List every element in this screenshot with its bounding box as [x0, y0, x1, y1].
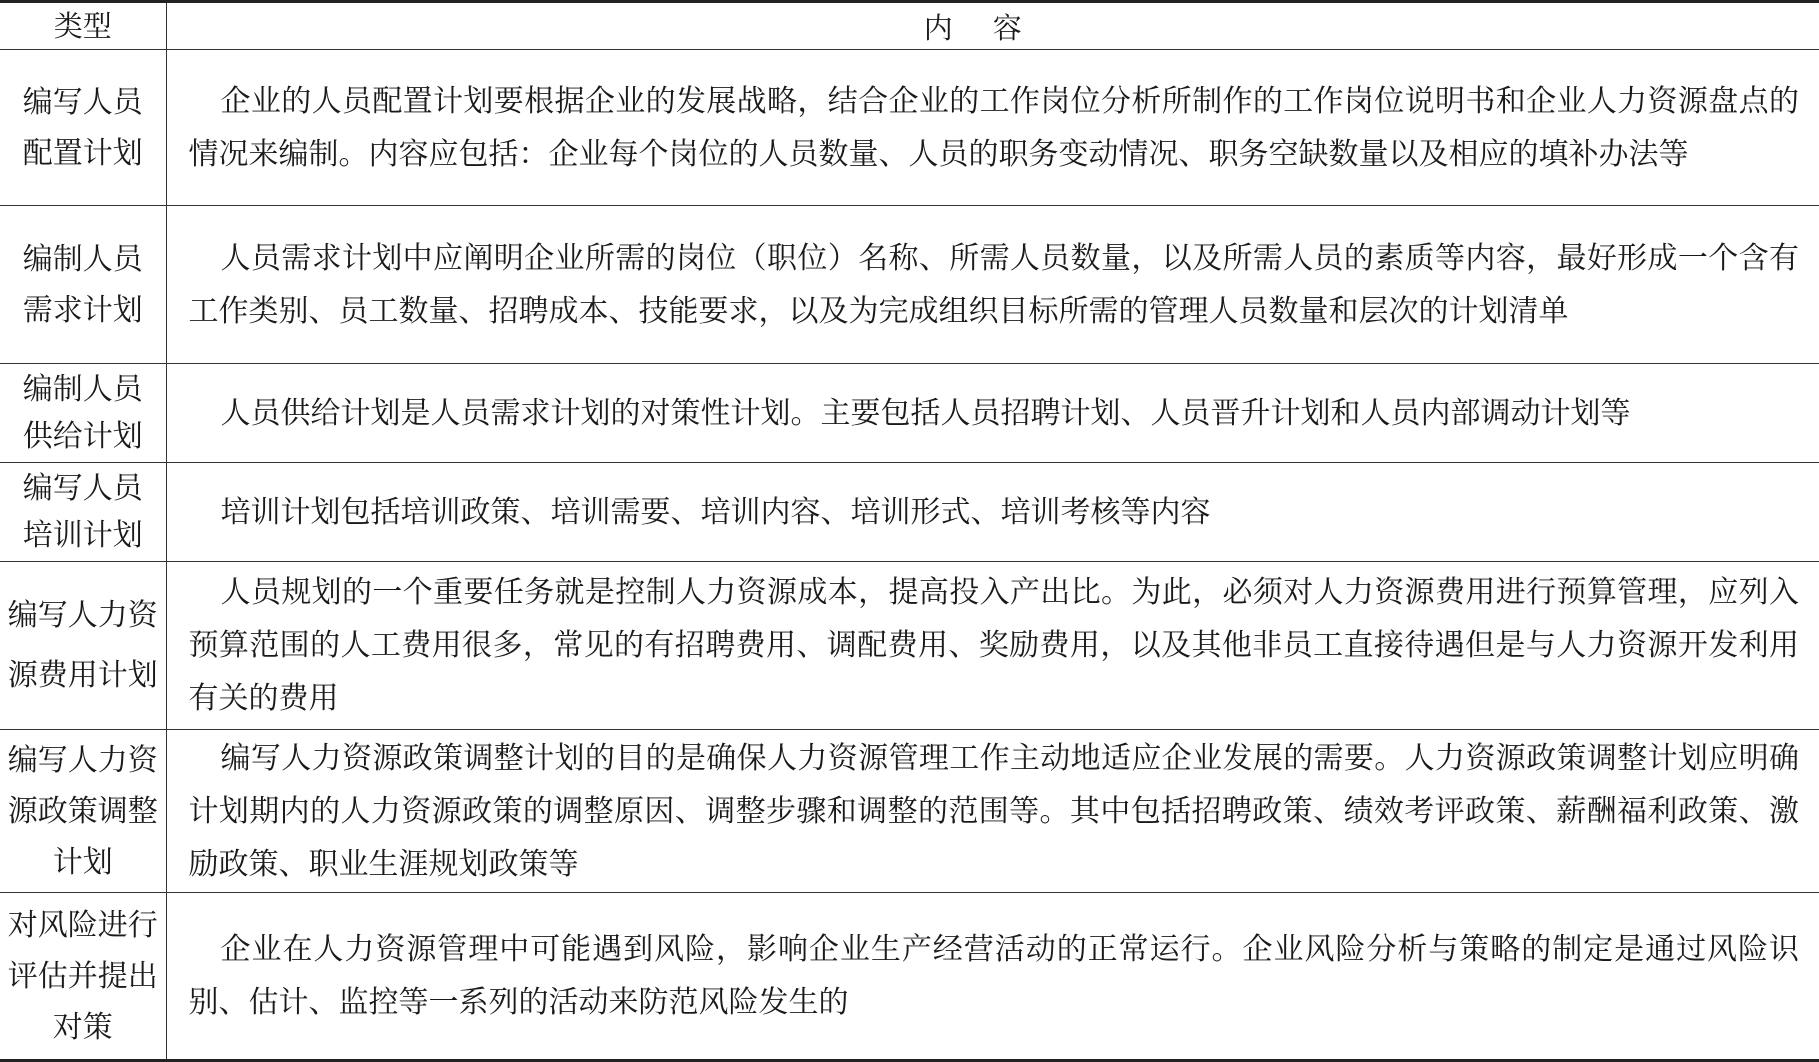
table-row — [0, 730, 1819, 893]
table-header-row — [0, 2, 1819, 50]
row-content — [166, 206, 1819, 364]
row-content-text: 编写人力资源政策调整计划的目的是确保人力资源管理工作主动地适应企业发展的需要。人力资源政策调整计划应明确计划期内的人力资源政策的调整原因、调整步骤和调整的范围等。其中包括招聘政策、绩效考评政策、薪酬福利政策、激励政策、职业生涯规划政策等 — [188, 740, 1799, 882]
table-row — [0, 50, 1819, 206]
row-type: 编写人员配置计划 — [0, 50, 166, 206]
row-content — [166, 50, 1819, 206]
table-row — [0, 893, 1819, 1061]
row-type: 编制人员供给计划 — [0, 364, 166, 463]
row-content-text: 人员需求计划中应阐明企业所需的岗位（职位）名称、所需人员数量，以及所需人员的素质等内容，最好形成一个含有工作类别、员工数量、招聘成本、技能要求，以及为完成组织目标所需的管理人员数量和层次的计划清单 — [188, 240, 1799, 329]
table-row — [0, 463, 1819, 562]
table-row — [0, 206, 1819, 364]
row-content — [166, 364, 1819, 463]
row-content-text: 企业的人员配置计划要根据企业的发展战略，结合企业的工作岗位分析所制作的工作岗位说明书和企业人力资源盘点的情况来编制。内容应包括：企业每个岗位的人员数量、人员的职务变动情况、职务空缺数量以及相应的填补办法等 — [188, 83, 1799, 172]
row-content — [166, 562, 1819, 730]
row-content-text: 培训计划包括培训政策、培训需要、培训内容、培训形式、培训考核等内容 — [220, 494, 1211, 530]
row-content — [166, 893, 1819, 1061]
row-type: 编制人员需求计划 — [0, 206, 166, 364]
row-content-text: 人员规划的一个重要任务就是控制人力资源成本，提高投入产出比。为此，必须对人力资源费用进行预算管理，应列入预算范围的人工费用很多，常见的有招聘费用、调配费用、奖励费用，以及其他非员工直接待遇但是与人力资源开发利用有关的费用 — [188, 575, 1799, 716]
table-row — [0, 364, 1819, 463]
row-content-text: 人员供给计划是人员需求计划的对策性计划。主要包括人员招聘计划、人员晋升计划和人员内部调动计划等 — [220, 395, 1631, 431]
row-type: 编写人力资源费用计划 — [0, 562, 166, 730]
row-type: 编写人员培训计划 — [0, 463, 166, 562]
header-type: 类型 — [0, 2, 166, 50]
row-type: 编写人力资源政策调整计划 — [0, 730, 166, 893]
header-content: 内容 — [166, 2, 1819, 50]
row-content — [166, 463, 1819, 562]
row-content — [166, 730, 1819, 893]
row-content-text: 企业在人力资源管理中可能遇到风险，影响企业生产经营活动的正常运行。企业风险分析与策略的制定是通过风险识别、估计、监控等一系列的活动来防范风险发生的 — [188, 932, 1799, 1020]
row-type: 对风险进行评估并提出对策 — [0, 893, 166, 1061]
table-row — [0, 562, 1819, 730]
